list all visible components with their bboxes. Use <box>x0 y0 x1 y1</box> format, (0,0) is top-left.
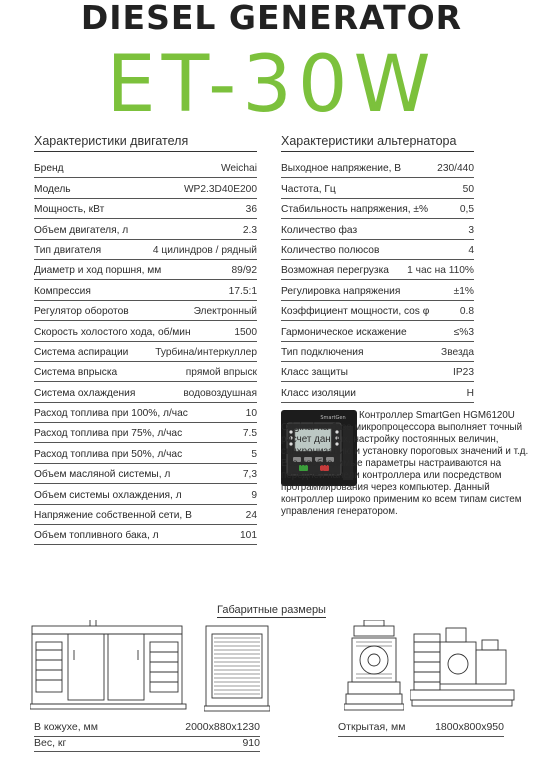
engine-spec-value: 7,3 <box>242 469 257 481</box>
alternator-spec-row <box>281 178 474 198</box>
alternator-spec-value: IP23 <box>453 367 474 379</box>
engine-spec-label: Тип двигателя <box>34 244 102 256</box>
engine-spec-row <box>34 505 257 525</box>
engine-spec-value: 4 цилиндров / рядный <box>152 244 257 256</box>
engine-spec-row <box>34 158 257 178</box>
engine-spec-value: 36 <box>245 204 257 216</box>
engine-spec-value: 101 <box>240 530 257 542</box>
alternator-spec-label: Возможная перегрузка <box>281 265 389 277</box>
alternator-spec-row <box>281 280 474 300</box>
alternator-spec-value: ≤%3 <box>453 326 474 338</box>
engine-spec-row <box>34 464 257 484</box>
alternator-spec-label: Стабильность напряжения, ±% <box>281 204 429 216</box>
engine-spec-value: 7.5 <box>242 428 257 440</box>
header-title: DIESEL GENERATOR <box>80 0 463 37</box>
engine-spec-value: Электронный <box>193 306 257 318</box>
engine-spec-row <box>34 301 257 321</box>
engine-spec-label: Скорость холостого хода, об/мин <box>34 326 191 338</box>
alternator-spec-row <box>281 301 474 321</box>
alternator-spec-value: 50 <box>462 183 474 195</box>
dimensions-title-text: Габаритные размеры <box>217 604 326 616</box>
engine-spec-row <box>34 484 257 504</box>
engine-spec-label: Объем топливного бака, л <box>34 530 159 542</box>
engine-spec-value: 89/92 <box>231 265 257 277</box>
enclosed-side-view-drawing <box>30 620 190 712</box>
engine-spec-row <box>34 403 257 423</box>
alternator-spec-row <box>281 362 474 382</box>
engine-spec-label: Система аспирации <box>34 346 129 358</box>
engine-spec-value: Weichai <box>220 163 257 175</box>
controller-brand-text: SmartGen <box>320 415 346 421</box>
engine-spec-row <box>34 362 257 382</box>
engine-spec-row <box>34 321 257 341</box>
open-front-view-drawing <box>344 620 404 712</box>
engine-spec-value: 2.3 <box>242 224 257 236</box>
dimensions-title <box>0 604 543 616</box>
enclosed-front-view-drawing <box>204 622 270 712</box>
engine-spec-label: Модель <box>34 183 71 195</box>
alternator-spec-row <box>281 240 474 260</box>
engine-spec-label: Мощность, кВт <box>34 204 105 216</box>
open-dimensions-value: 1800x800x950 <box>435 721 504 733</box>
engine-spec-table <box>34 158 257 545</box>
alternator-section-title: Характеристики альтернатора <box>281 134 474 152</box>
alternator-spec-value: 4 <box>468 244 474 256</box>
engine-spec-value: Турбина/интеркуллер <box>155 346 257 358</box>
engine-spec-label: Расход топлива при 50%, л/час <box>34 448 183 460</box>
alternator-spec-value: H <box>466 387 474 399</box>
alternator-spec-row <box>281 321 474 341</box>
engine-spec-row <box>34 382 257 402</box>
open-dimensions-label: Открытая, мм <box>338 721 406 733</box>
alternator-spec-value: ±1% <box>453 285 474 297</box>
engine-spec-row <box>34 443 257 463</box>
open-side-view-drawing <box>410 620 518 712</box>
engine-spec-label: Расход топлива при 100%, л/час <box>34 408 188 420</box>
alternator-spec-label: Количество полюсов <box>281 244 380 256</box>
engine-spec-row <box>34 525 257 545</box>
alternator-spec-row <box>281 342 474 362</box>
weight-label: Вес, кг <box>34 737 67 749</box>
engine-spec-label: Объем масляной системы, л <box>34 469 171 481</box>
engine-section-title: Характеристики двигателя <box>34 134 257 152</box>
engine-spec-value: 24 <box>245 510 257 522</box>
alternator-spec-label: Количество фаз <box>281 224 358 236</box>
alternator-spec-table <box>281 158 474 403</box>
engine-spec-value: WP2.3D40E200 <box>183 183 257 195</box>
alternator-spec-row <box>281 199 474 219</box>
enclosed-dimensions-label: В кожухе, мм <box>34 721 98 733</box>
engine-spec-label: Бренд <box>34 163 64 175</box>
alternator-spec-label: Регулировка напряжения <box>281 285 401 297</box>
engine-spec-row <box>34 280 257 300</box>
engine-spec-value: прямой впрыск <box>185 367 257 379</box>
controller-description: Контроллер SmartGen HGM6120U Original на базе микропроцессора выполняет точный расчет данных, настройку постоянных величин, синхронизацию и установку пороговых значений и т.д. Все необходимые параметры настраиваются на передней панели контроллера или посредством программирования через компьютер. Данный контроллер широко применим ко всем типам систем управления генератором. <box>281 410 529 517</box>
alternator-spec-label: Гармоническое искажение <box>281 326 407 338</box>
alternator-spec-label: Класс защиты <box>281 367 348 379</box>
open-divider <box>338 736 504 737</box>
alternator-spec-label: Тип подключения <box>281 346 364 358</box>
engine-spec-label: Система охлаждения <box>34 387 136 399</box>
engine-spec-label: Компрессия <box>34 285 91 297</box>
engine-spec-label: Объем системы охлаждения, л <box>34 489 182 501</box>
alternator-spec-label: Частота, Гц <box>281 183 336 195</box>
engine-spec-row <box>34 178 257 198</box>
enclosed-dimensions-value: 2000x880x1230 <box>185 721 260 733</box>
engine-spec-value: 9 <box>251 489 257 501</box>
engine-spec-label: Расход топлива при 75%, л/час <box>34 428 183 440</box>
engine-spec-row <box>34 260 257 280</box>
alternator-spec-row <box>281 219 474 239</box>
engine-spec-value: водовоздушная <box>183 387 257 399</box>
engine-spec-value: 10 <box>245 408 257 420</box>
alternator-spec-label: Коэффициент мощности, cos φ <box>281 306 430 318</box>
alternator-spec-label: Выходное напряжение, В <box>281 163 402 175</box>
weight-divider <box>34 751 260 752</box>
weight-value: 910 <box>242 737 260 749</box>
engine-spec-row <box>34 423 257 443</box>
alternator-spec-row <box>281 382 474 402</box>
alternator-spec-value: 1 час на 110% <box>407 265 474 277</box>
alternator-spec-row <box>281 260 474 280</box>
engine-spec-row <box>34 219 257 239</box>
engine-spec-row <box>34 199 257 219</box>
alternator-spec-value: 3 <box>468 224 474 236</box>
engine-spec-label: Напряжение собственной сети, В <box>34 510 192 522</box>
alternator-spec-row <box>281 158 474 178</box>
engine-spec-row <box>34 240 257 260</box>
model-title: ET-30W <box>106 40 437 130</box>
engine-spec-value: 1500 <box>234 326 257 338</box>
engine-spec-value: 5 <box>251 448 257 460</box>
alternator-spec-value: 230/440 <box>437 163 474 175</box>
alternator-spec-label: Класс изоляции <box>281 387 356 399</box>
alternator-spec-value: Звезда <box>441 346 474 358</box>
engine-spec-row <box>34 342 257 362</box>
engine-spec-label: Система впрыска <box>34 367 118 379</box>
engine-spec-label: Объем двигателя, л <box>34 224 129 236</box>
alternator-spec-value: 0,5 <box>459 204 474 216</box>
engine-spec-label: Диаметр и ход поршня, мм <box>34 265 162 277</box>
engine-spec-value: 17.5:1 <box>228 285 257 297</box>
engine-spec-label: Регулятор оборотов <box>34 306 129 318</box>
alternator-spec-value: 0.8 <box>459 306 474 318</box>
